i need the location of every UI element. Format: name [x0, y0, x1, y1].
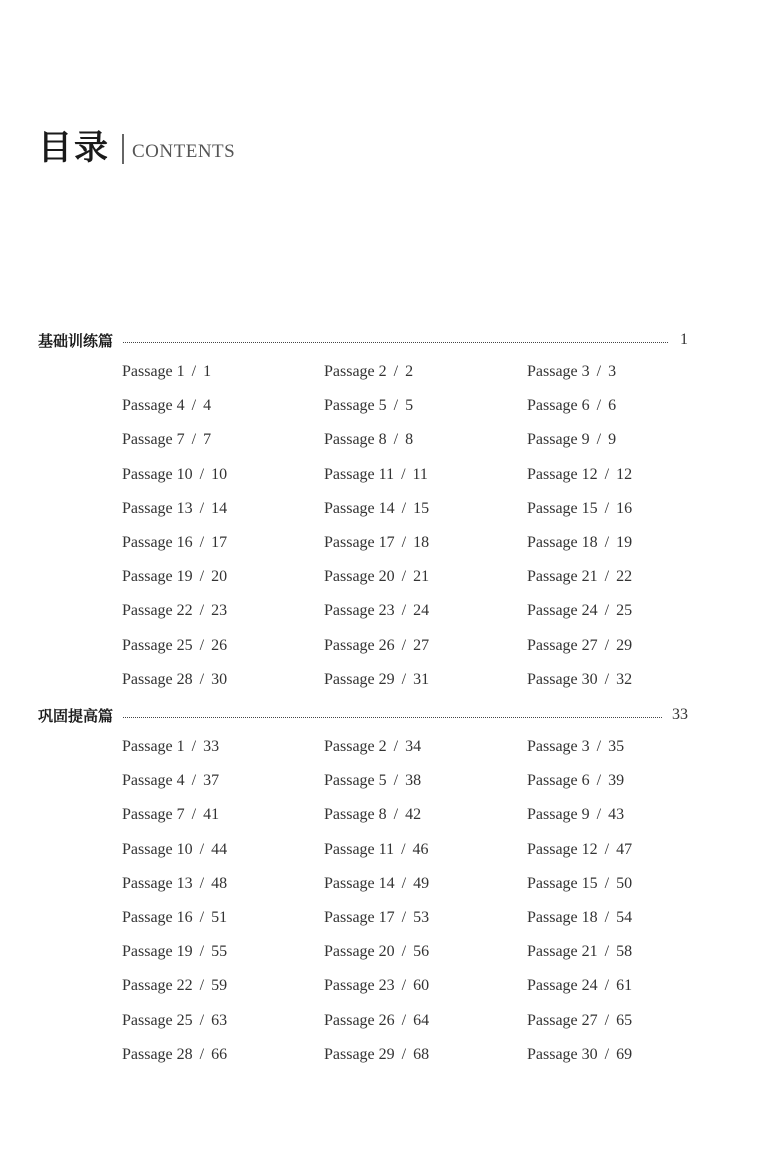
- entry-label: Passage 7: [122, 431, 185, 449]
- entry-separator: /: [199, 840, 205, 858]
- section-page-number: 33: [672, 706, 688, 723]
- toc-entry[interactable]: [324, 637, 429, 655]
- entry-label: Passage 19: [122, 943, 193, 961]
- entry-separator: /: [199, 670, 205, 688]
- toc-entry[interactable]: [324, 431, 413, 449]
- entry-label: Passage 16: [122, 534, 193, 551]
- entry-separator: /: [604, 1045, 610, 1063]
- entry-label: Passage 24: [527, 977, 598, 995]
- toc-entry[interactable]: [527, 943, 632, 961]
- toc-entry[interactable]: [324, 466, 428, 484]
- entry-label: Passage 17: [324, 909, 395, 926]
- dot-leader: [123, 717, 662, 718]
- entry-label: Passage 24: [527, 602, 598, 620]
- entry-label: Passage 11: [324, 840, 395, 858]
- entry-page-number: 69: [616, 1045, 633, 1063]
- entry-separator: /: [604, 670, 610, 688]
- title-divider: [122, 134, 124, 164]
- entry-page-number: 24: [413, 602, 430, 620]
- entry-label: Passage 20: [324, 568, 395, 586]
- entry-label: Passage 18: [527, 909, 598, 926]
- entry-separator: /: [191, 397, 197, 415]
- entry-label: Passage 25: [122, 636, 193, 654]
- page-subtitle: CONTENTS: [132, 141, 236, 162]
- entry-page-number: 54: [616, 909, 633, 926]
- entry-separator: /: [604, 534, 610, 551]
- entry-separator: /: [199, 1011, 205, 1029]
- toc-entry[interactable]: [122, 500, 227, 518]
- entry-separator: /: [604, 499, 610, 517]
- toc-entry[interactable]: [122, 909, 227, 927]
- entry-page-number: 56: [413, 943, 430, 961]
- entry-label: Passage 21: [527, 943, 598, 961]
- toc-entry[interactable]: [122, 363, 211, 381]
- entry-label: Passage 6: [527, 772, 590, 790]
- entry-label: Passage 8: [324, 431, 387, 449]
- entry-label: Passage 26: [324, 1011, 395, 1029]
- toc-entry[interactable]: [122, 977, 227, 995]
- entry-label: Passage 12: [527, 465, 598, 483]
- entry-separator: /: [596, 397, 602, 415]
- entry-separator: /: [191, 431, 197, 449]
- entry-page-number: 8: [405, 431, 414, 449]
- toc-entry[interactable]: [324, 875, 429, 893]
- entry-label: Passage 1: [122, 738, 185, 755]
- entry-page-number: 7: [203, 431, 212, 449]
- entry-separator: /: [604, 977, 610, 995]
- toc-entry[interactable]: [324, 977, 429, 995]
- entry-label: Passage 23: [324, 602, 395, 620]
- entry-label: Passage 25: [122, 1011, 193, 1029]
- entry-separator: /: [393, 738, 399, 755]
- entry-separator: /: [401, 534, 407, 551]
- entry-label: Passage 19: [122, 568, 193, 586]
- entry-separator: /: [191, 363, 197, 380]
- entry-label: Passage 22: [122, 602, 193, 620]
- toc-entry[interactable]: [527, 806, 624, 824]
- entry-page-number: 25: [616, 602, 633, 620]
- toc-entry[interactable]: [324, 363, 413, 381]
- entry-label: Passage 13: [122, 499, 193, 517]
- entry-label: Passage 30: [527, 1045, 598, 1063]
- toc-entry[interactable]: [324, 568, 429, 586]
- entry-page-number: 26: [211, 636, 228, 654]
- entry-separator: /: [199, 943, 205, 961]
- entry-page-number: 43: [608, 806, 625, 824]
- entry-separator: /: [199, 909, 205, 926]
- toc-entry[interactable]: [527, 602, 632, 620]
- toc-entry[interactable]: [122, 466, 227, 484]
- entry-separator: /: [604, 636, 610, 654]
- entry-page-number: 38: [405, 772, 422, 790]
- entry-separator: /: [401, 602, 407, 620]
- toc-entry[interactable]: [122, 1012, 227, 1030]
- entry-label: Passage 6: [527, 397, 590, 415]
- toc-entry[interactable]: [324, 1046, 429, 1064]
- entry-separator: /: [401, 977, 407, 995]
- entry-separator: /: [199, 602, 205, 620]
- entry-label: Passage 29: [324, 670, 395, 688]
- entry-label: Passage 5: [324, 772, 387, 790]
- toc-entry[interactable]: [122, 637, 227, 655]
- entry-label: Passage 28: [122, 1045, 193, 1063]
- toc-entry[interactable]: [122, 738, 219, 756]
- toc-entry[interactable]: [527, 1012, 632, 1030]
- toc-entry[interactable]: [324, 500, 429, 518]
- entry-label: Passage 14: [324, 874, 395, 892]
- toc-entry[interactable]: [324, 841, 429, 859]
- toc-entry[interactable]: [324, 534, 429, 552]
- entry-page-number: 3: [608, 363, 617, 380]
- entry-page-number: 61: [616, 977, 633, 995]
- entry-page-number: 35: [608, 738, 625, 755]
- entry-page-number: 5: [405, 397, 414, 415]
- entry-separator: /: [401, 465, 406, 483]
- entry-page-number: 50: [616, 874, 633, 892]
- entry-page-number: 18: [413, 534, 430, 551]
- entry-page-number: 21: [413, 568, 430, 586]
- entry-separator: /: [604, 465, 610, 483]
- entry-label: Passage 23: [324, 977, 395, 995]
- entry-separator: /: [401, 499, 407, 517]
- toc-entry[interactable]: [527, 500, 632, 518]
- toc-entry[interactable]: [122, 602, 227, 620]
- entry-page-number: 64: [413, 1011, 430, 1029]
- entry-page-number: 49: [413, 874, 430, 892]
- entry-separator: /: [604, 840, 610, 858]
- entry-separator: /: [401, 943, 407, 961]
- entry-label: Passage 29: [324, 1045, 395, 1063]
- entry-page-number: 32: [616, 670, 633, 688]
- entry-page-number: 60: [413, 977, 430, 995]
- entry-label: Passage 20: [324, 943, 395, 961]
- toc-entry[interactable]: [122, 671, 227, 689]
- entry-label: Passage 4: [122, 772, 185, 790]
- section-heading[interactable]: [38, 328, 688, 352]
- toc-entry[interactable]: [527, 772, 624, 790]
- entry-page-number: 46: [412, 840, 429, 858]
- entry-page-number: 29: [616, 636, 633, 654]
- entry-page-number: 20: [211, 568, 228, 586]
- entry-separator: /: [199, 465, 205, 483]
- entry-separator: /: [401, 670, 407, 688]
- entry-label: Passage 14: [324, 499, 395, 517]
- toc-entry[interactable]: [527, 841, 632, 859]
- entry-page-number: 68: [413, 1045, 430, 1063]
- entry-label: Passage 28: [122, 670, 193, 688]
- entry-label: Passage 10: [122, 840, 193, 858]
- entry-separator: /: [199, 977, 205, 995]
- entry-label: Passage 15: [527, 874, 598, 892]
- toc-entry[interactable]: [324, 671, 429, 689]
- toc-entry[interactable]: [324, 909, 429, 927]
- entry-label: Passage 3: [527, 363, 590, 380]
- entry-page-number: 33: [203, 738, 220, 755]
- entry-separator: /: [199, 534, 205, 551]
- entry-label: Passage 9: [527, 431, 590, 449]
- entry-page-number: 11: [412, 465, 428, 483]
- toc-entry[interactable]: [122, 1046, 227, 1064]
- entry-separator: /: [596, 738, 602, 755]
- entry-label: Passage 2: [324, 363, 387, 380]
- dot-leader: [123, 342, 668, 343]
- entry-page-number: 63: [211, 1011, 228, 1029]
- entry-separator: /: [199, 1045, 205, 1063]
- toc-entry[interactable]: [527, 671, 632, 689]
- entry-page-number: 4: [203, 397, 212, 415]
- entry-page-number: 2: [405, 363, 414, 380]
- toc-entry[interactable]: [324, 806, 421, 824]
- toc-entry[interactable]: [122, 806, 219, 824]
- toc-entry[interactable]: [527, 397, 616, 415]
- entry-page-number: 23: [211, 602, 228, 620]
- entry-label: Passage 30: [527, 670, 598, 688]
- entry-separator: /: [199, 636, 205, 654]
- entry-label: Passage 9: [527, 806, 590, 824]
- entry-separator: /: [393, 363, 399, 380]
- entry-page-number: 17: [211, 534, 228, 551]
- entry-label: Passage 3: [527, 738, 590, 755]
- entry-separator: /: [191, 738, 197, 755]
- entry-separator: /: [401, 840, 406, 858]
- entry-page-number: 30: [211, 670, 228, 688]
- entry-page-number: 19: [616, 534, 633, 551]
- entry-separator: /: [604, 874, 610, 892]
- entry-page-number: 41: [203, 806, 220, 824]
- entry-label: Passage 27: [527, 636, 598, 654]
- entry-separator: /: [393, 806, 399, 824]
- toc-entry[interactable]: [122, 397, 211, 415]
- entry-page-number: 39: [608, 772, 625, 790]
- toc-entry[interactable]: [527, 977, 632, 995]
- entry-page-number: 53: [413, 909, 430, 926]
- section-page-number: 1: [680, 331, 688, 348]
- toc-entry[interactable]: [527, 534, 632, 552]
- entry-separator: /: [604, 943, 610, 961]
- toc-entry[interactable]: [324, 943, 429, 961]
- toc-entry[interactable]: [122, 943, 227, 961]
- section-heading[interactable]: [38, 703, 688, 727]
- entry-page-number: 48: [211, 874, 228, 892]
- toc-entry[interactable]: [324, 1012, 429, 1030]
- entry-label: Passage 18: [527, 534, 598, 551]
- entry-label: Passage 8: [324, 806, 387, 824]
- section-title: 基础训练篇: [38, 331, 114, 350]
- toc-entry[interactable]: [324, 772, 421, 790]
- toc-entry[interactable]: [122, 841, 227, 859]
- entry-separator: /: [393, 397, 399, 415]
- toc-entry[interactable]: [324, 397, 413, 415]
- entry-separator: /: [596, 363, 602, 380]
- page-header: [38, 126, 235, 170]
- entry-label: Passage 11: [324, 465, 395, 483]
- entry-label: Passage 26: [324, 636, 395, 654]
- entry-page-number: 37: [203, 772, 220, 790]
- toc-entry[interactable]: [527, 466, 632, 484]
- toc-entry[interactable]: [122, 875, 227, 893]
- entry-page-number: 6: [608, 397, 617, 415]
- entry-label: Passage 21: [527, 568, 598, 586]
- entry-separator: /: [604, 602, 610, 620]
- toc-entry[interactable]: [527, 909, 632, 927]
- entry-label: Passage 22: [122, 977, 193, 995]
- entry-label: Passage 4: [122, 397, 185, 415]
- entry-page-number: 15: [413, 499, 430, 517]
- entry-separator: /: [604, 1011, 610, 1029]
- entry-separator: /: [401, 1011, 407, 1029]
- section-title: 巩固提高篇: [38, 706, 114, 725]
- entry-separator: /: [596, 806, 602, 824]
- entry-separator: /: [401, 568, 407, 586]
- toc-entry[interactable]: [122, 568, 227, 586]
- entry-label: Passage 5: [324, 397, 387, 415]
- entry-page-number: 55: [211, 943, 228, 961]
- entry-separator: /: [393, 772, 399, 790]
- toc-entry[interactable]: [527, 637, 632, 655]
- page-title: 目录: [38, 128, 110, 168]
- toc-entry[interactable]: [122, 534, 227, 552]
- entry-page-number: 65: [616, 1011, 633, 1029]
- entry-separator: /: [199, 499, 205, 517]
- entry-label: Passage 13: [122, 874, 193, 892]
- entry-separator: /: [401, 636, 407, 654]
- entry-page-number: 34: [405, 738, 422, 755]
- entry-page-number: 16: [616, 499, 633, 517]
- entry-label: Passage 15: [527, 499, 598, 517]
- entry-page-number: 51: [211, 909, 228, 926]
- entry-page-number: 1: [203, 363, 212, 380]
- entry-page-number: 44: [211, 840, 228, 858]
- entry-separator: /: [401, 874, 407, 892]
- toc-entry[interactable]: [122, 772, 219, 790]
- toc-entry[interactable]: [122, 431, 211, 449]
- entry-page-number: 47: [616, 840, 633, 858]
- entry-page-number: 9: [608, 431, 617, 449]
- entry-label: Passage 17: [324, 534, 395, 551]
- entry-separator: /: [596, 772, 602, 790]
- entry-label: Passage 2: [324, 738, 387, 755]
- entry-page-number: 31: [413, 670, 430, 688]
- entry-separator: /: [596, 431, 602, 449]
- toc-entry[interactable]: [527, 875, 632, 893]
- toc-entry[interactable]: [527, 1046, 632, 1064]
- entry-separator: /: [199, 568, 205, 586]
- entry-separator: /: [604, 568, 610, 586]
- toc-entry[interactable]: [324, 602, 429, 620]
- entry-separator: /: [401, 909, 407, 926]
- entry-label: Passage 1: [122, 363, 185, 380]
- entry-page-number: 10: [211, 465, 228, 483]
- entry-page-number: 42: [405, 806, 422, 824]
- entry-page-number: 58: [616, 943, 633, 961]
- entry-page-number: 14: [211, 499, 228, 517]
- entry-label: Passage 16: [122, 909, 193, 926]
- entry-separator: /: [191, 772, 197, 790]
- entry-separator: /: [199, 874, 205, 892]
- entry-page-number: 66: [211, 1045, 228, 1063]
- toc-entry[interactable]: [527, 363, 616, 381]
- toc-entry[interactable]: [527, 568, 632, 586]
- entry-label: Passage 27: [527, 1011, 598, 1029]
- entry-separator: /: [604, 909, 610, 926]
- entry-page-number: 12: [616, 465, 633, 483]
- entry-label: Passage 7: [122, 806, 185, 824]
- entry-separator: /: [191, 806, 197, 824]
- entry-label: Passage 12: [527, 840, 598, 858]
- entry-page-number: 22: [616, 568, 633, 586]
- toc-entry[interactable]: [324, 738, 421, 756]
- entry-page-number: 59: [211, 977, 228, 995]
- entry-separator: /: [393, 431, 399, 449]
- entry-separator: /: [401, 1045, 407, 1063]
- toc-entry[interactable]: [527, 738, 624, 756]
- entry-label: Passage 10: [122, 465, 193, 483]
- entry-page-number: 27: [413, 636, 430, 654]
- toc-entry[interactable]: [527, 431, 616, 449]
